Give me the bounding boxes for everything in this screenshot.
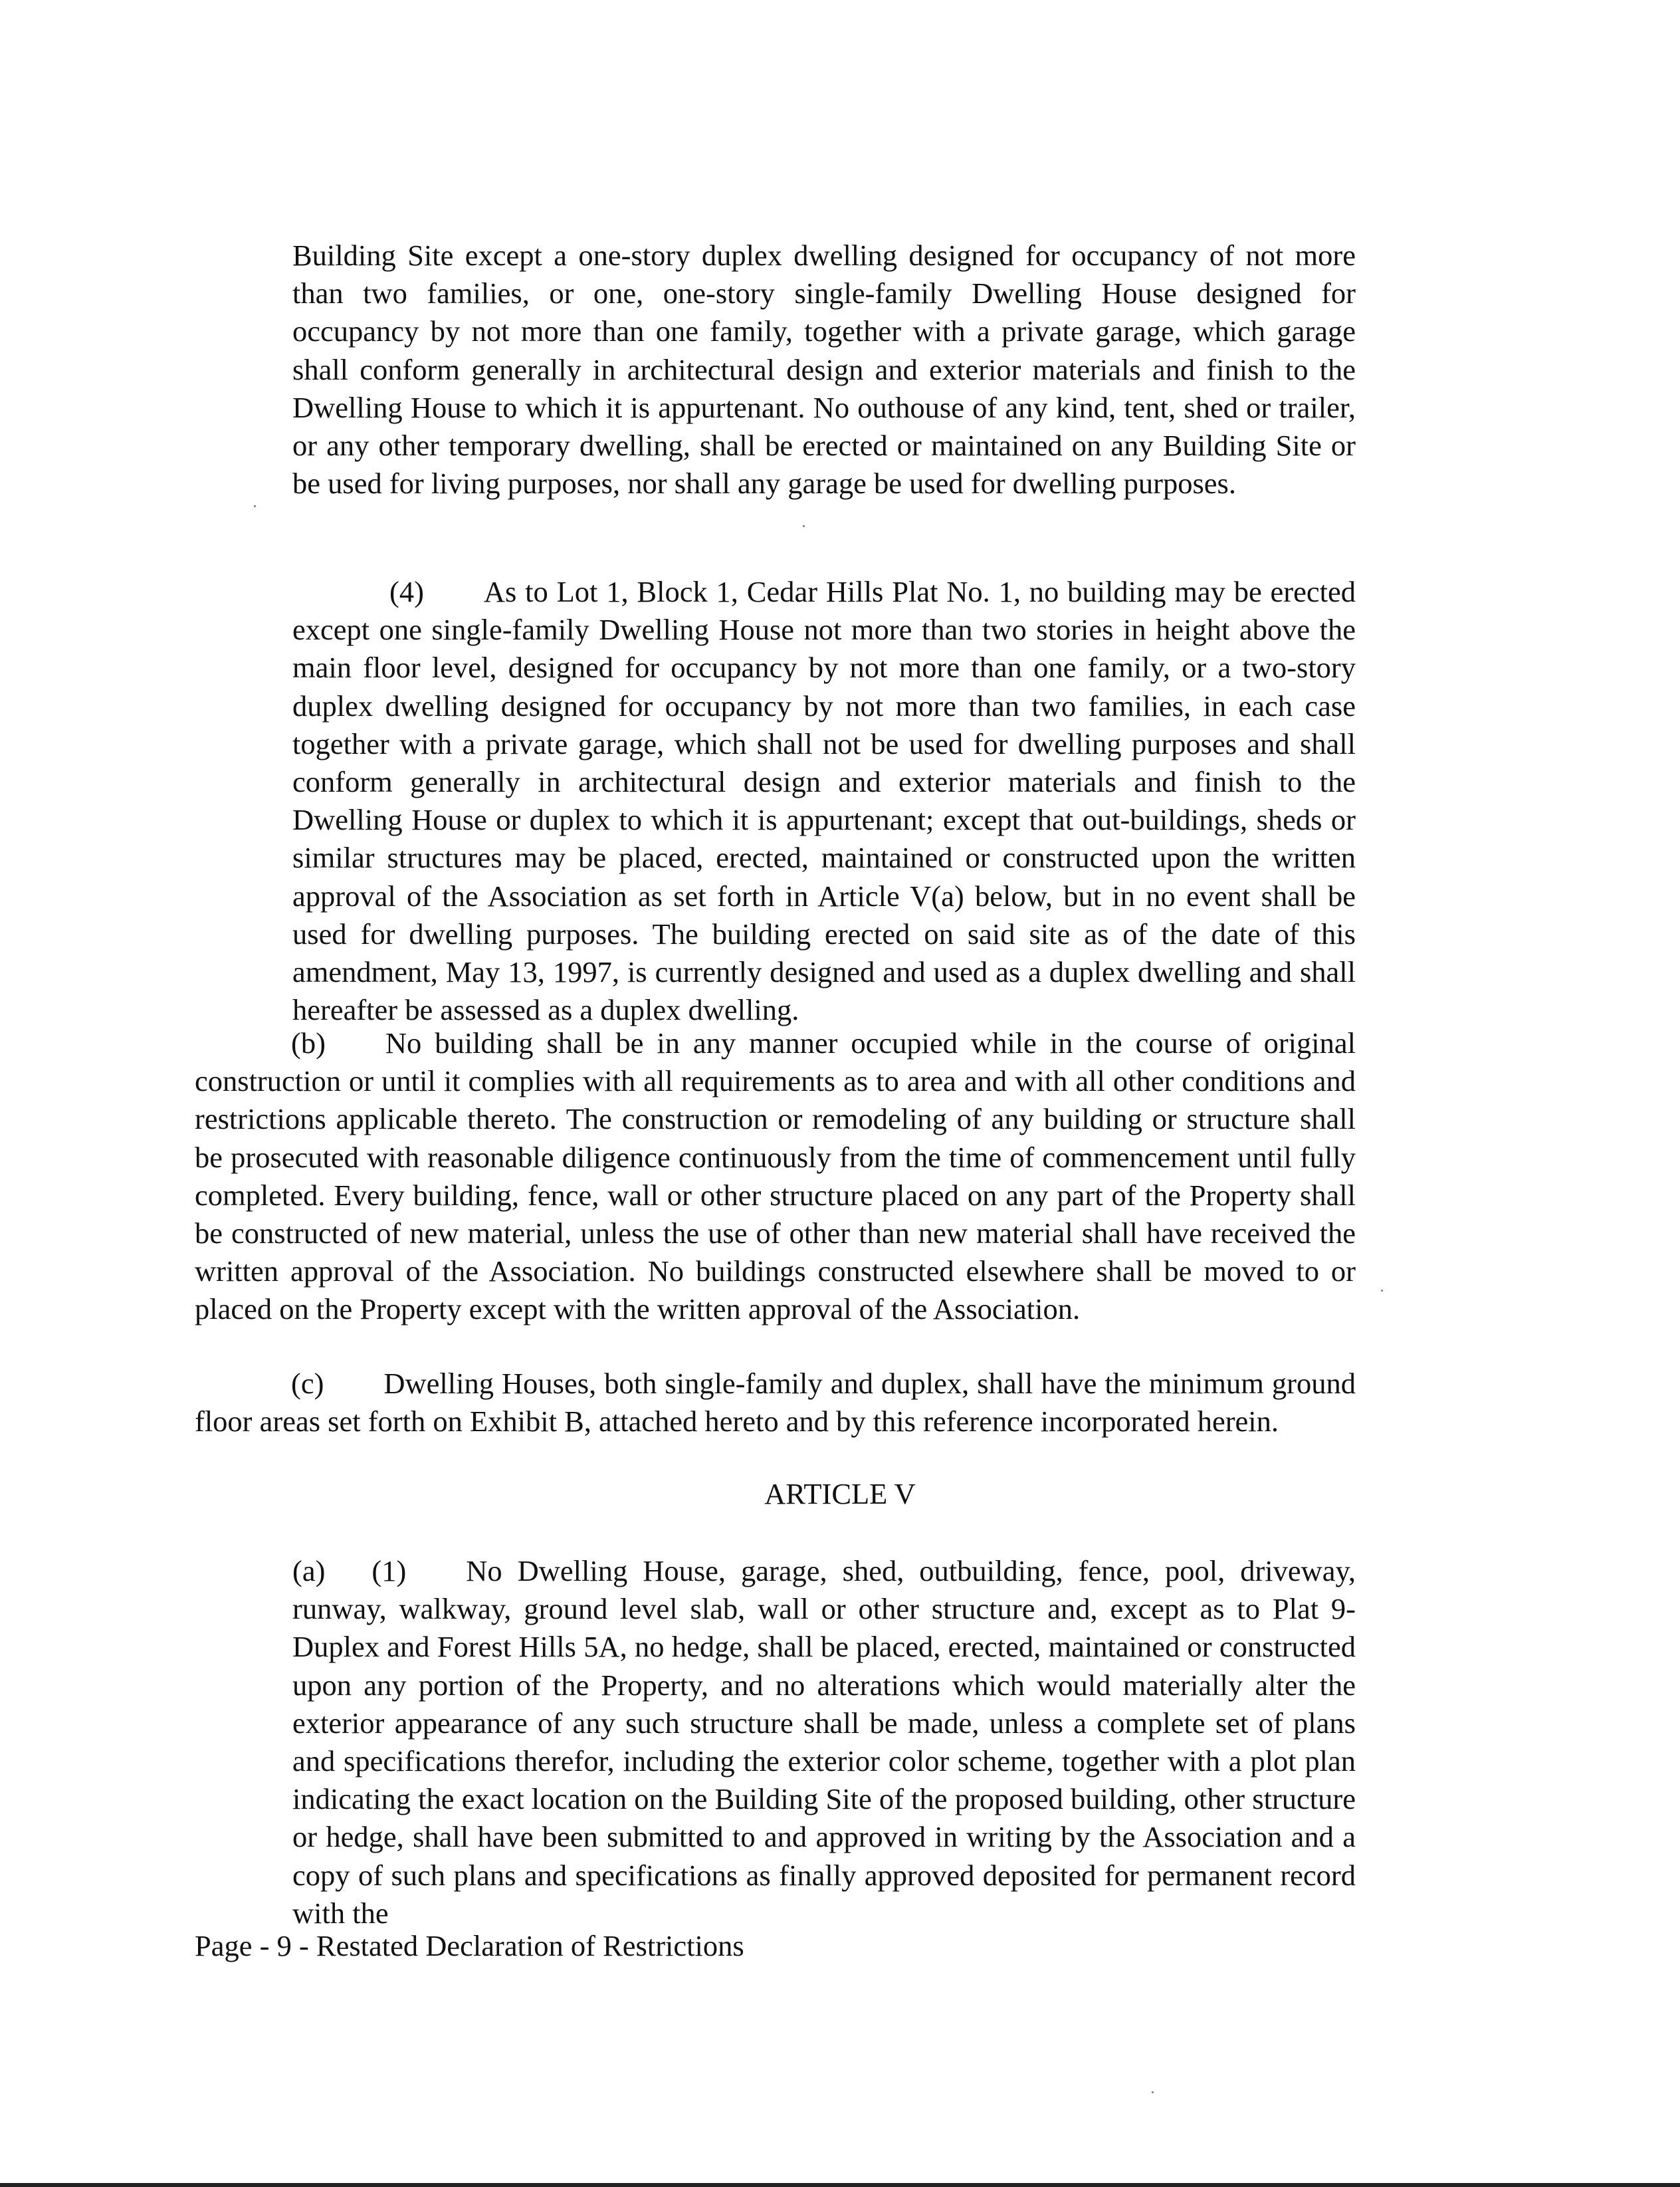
paragraph-a1 bbox=[292, 1552, 1356, 1932]
paragraph-b bbox=[195, 1024, 1356, 1329]
page-footer: Page - 9 - Restated Declaration of Restrictions bbox=[195, 1929, 744, 1962]
paragraph-a-marker: (a) bbox=[292, 1554, 326, 1587]
paragraph-c bbox=[195, 1365, 1356, 1440]
paragraph-4 bbox=[292, 573, 1356, 1029]
paragraph-continuation-text: Building Site except a one-story duplex dwelling designed for occupancy of not more than two families, or one, one-story single-family Dwelling House designed for occupancy by not more than one family, together with a private garage, which garage shall conform generally in architectural design and exterior materials and finish to the Dwelling House to which it is appurtenant. No outhouse of any kind, tent, shed or trailer, or any other temporary dwelling, shall be erected or maintained on any Building Site or be used for living purposes, nor shall any garage be used for dwelling purposes. bbox=[292, 239, 1356, 501]
scan-speck bbox=[1152, 2091, 1154, 2093]
paragraph-b-marker: (b) bbox=[291, 1026, 326, 1060]
scan-speck bbox=[803, 525, 805, 527]
paragraph-4-text: As to Lot 1, Block 1, Cedar Hills Plat No. 1, no building may be erected except one single-family Dwelling House not more than two stories in height above the main floor level, designed for occupancy by not more than one family, or a two-story duplex dwelling designed for occupancy by not more than two families, in each case together with a private garage, which shall not be used for dwelling purposes and shall conform generally in architectural design and exterior materials and finish to the Dwelling House or duplex to which it is appurtenant; except that out-buildings, sheds or similar structures may be placed, erected, maintained or constructed upon the written approval of the Association as set forth in Article V(a) below, but in no event shall be used for dwelling purposes. The building erected on said site as of the date of this amendment, May 13, 1997, is currently designed and used as a duplex dwelling and shall hereafter be assessed as a duplex dwelling. bbox=[292, 575, 1356, 1027]
paragraph-c-text: Dwelling Houses, both single-family and duplex, shall have the minimum ground floor areas set forth on Exhibit B, attached hereto and by this reference incorporated herein. bbox=[195, 1367, 1356, 1439]
paragraph-4-marker: (4) bbox=[389, 575, 424, 608]
paragraph-continuation bbox=[292, 237, 1356, 503]
scan-edge-line bbox=[0, 2183, 1680, 2187]
scan-speck bbox=[254, 505, 256, 507]
paragraph-a1-text: No Dwelling House, garage, shed, outbuilding, fence, pool, driveway, runway, walkway, ground level slab, wall or other structure and, except as to Plat 9-Duplex and Forest Hills 5A, no hedge, shall be placed, erected, maintained or constructed upon any portion of the Property, and no alterations which would materially alter the exterior appearance of any such structure shall be made, unless a complete set of plans and specifications therefor, including the exterior color scheme, together with a plot plan indicating the exact location on the Building Site of the proposed building, other structure or hedge, shall have been submitted to and approved in writing by the Association and a copy of such plans and specifications as finally approved deposited for permanent record with the bbox=[292, 1554, 1356, 1930]
article-heading: ARTICLE V bbox=[764, 1477, 916, 1510]
paragraph-1-marker: (1) bbox=[371, 1554, 407, 1587]
paragraph-b-text: No building shall be in any manner occupied while in the course of original construction or until it complies with all requirements as to area and with all other conditions and restrictions applicable thereto. The construction or remodeling of any building or structure shall be prosecuted with reasonable diligence continuously from the time of commencement until fully completed. Every building, fence, wall or other structure placed on any part of the Property shall be constructed of new material, unless the use of other than new material shall have received the written approval of the Association. No buildings constructed elsewhere shall be moved to or placed on the Property except with the written approval of the Association. bbox=[195, 1026, 1356, 1326]
paragraph-c-marker: (c) bbox=[291, 1367, 324, 1400]
scan-speck bbox=[1381, 1290, 1383, 1292]
